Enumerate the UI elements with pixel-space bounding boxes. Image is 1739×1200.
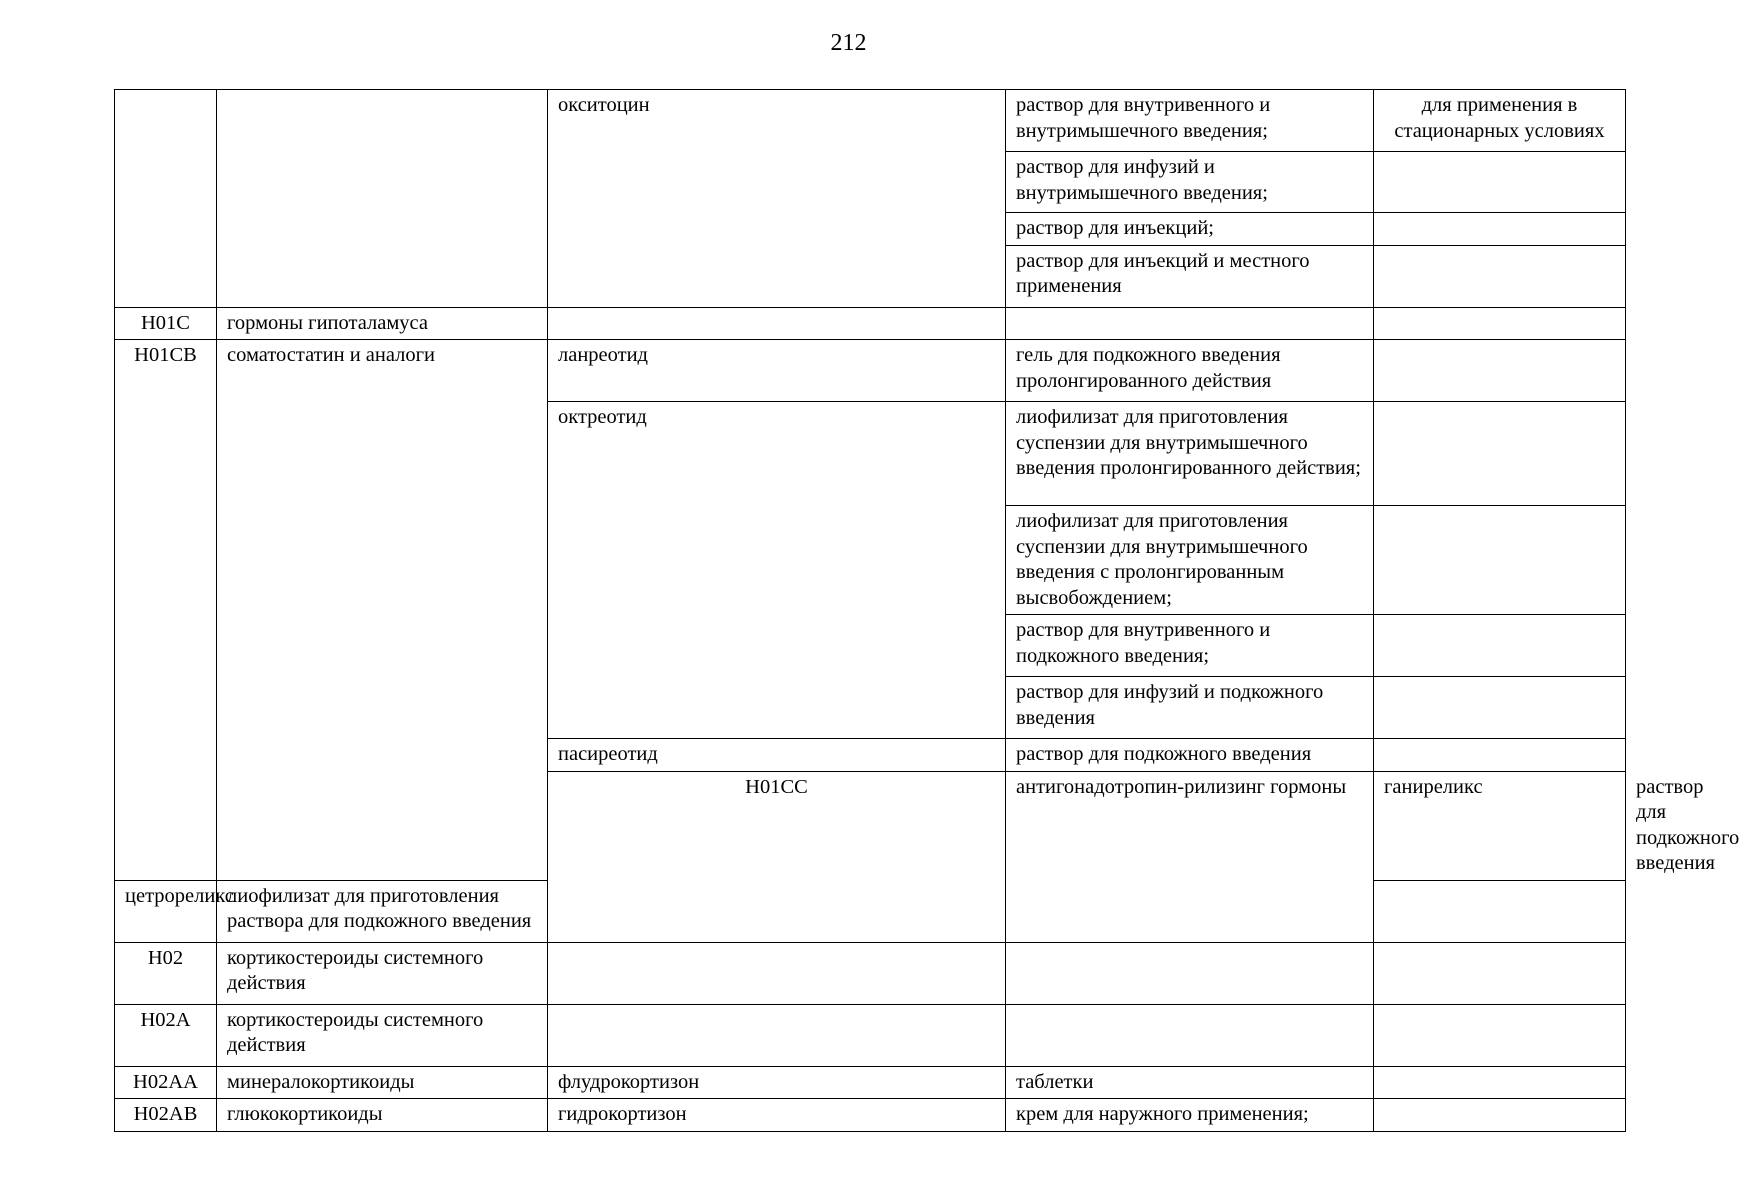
form-cell <box>1006 1004 1374 1066</box>
drug-cell <box>548 1004 1006 1066</box>
group-cell: антигонадотропин-рилизинг гормоны <box>1006 771 1374 942</box>
table-row <box>115 1099 1626 1132</box>
form-cell <box>1006 307 1374 340</box>
drug-cell <box>548 307 1006 340</box>
note-cell: для применения в стационарных условиях <box>1374 90 1626 152</box>
table-row: H01CC антигонадотропин-рилизинг гормоны ганиреликс раствор для подкожного введения <box>115 771 1626 880</box>
note-cell <box>1374 880 1626 942</box>
form-cell: раствор для инъекций и местного применения <box>1006 245 1374 307</box>
drug-cell: цетрореликс <box>115 880 217 942</box>
form-cell: таблетки <box>1006 1066 1374 1099</box>
note-cell <box>1374 1099 1626 1132</box>
table-row <box>115 90 1626 152</box>
note-cell <box>1374 615 1626 677</box>
form-cell: гель для подкожного введения пролонгированного действия <box>1006 340 1374 402</box>
note-cell <box>1374 213 1626 246</box>
table-row <box>115 942 1626 1004</box>
note-cell <box>1374 152 1626 213</box>
code-cell <box>115 90 217 308</box>
group-cell: глюкокортикоиды <box>217 1099 548 1132</box>
table-row <box>115 340 1626 402</box>
drug-cell: пасиреотид <box>548 739 1006 772</box>
group-cell: минералокортикоиды <box>217 1066 548 1099</box>
form-cell: раствор для подкожного введения <box>1006 739 1374 772</box>
form-cell: лиофилизат для приготовления суспензии для внутримышечного введения с пролонгированным высвобождением; <box>1006 506 1374 615</box>
code-cell: H02AA <box>115 1066 217 1099</box>
form-cell: крем для наружного применения; <box>1006 1099 1374 1132</box>
note-cell <box>1374 506 1626 615</box>
drug-list-table <box>114 89 1739 1132</box>
note-cell <box>1374 942 1626 1004</box>
form-cell: раствор для инфузий и внутримышечного введения; <box>1006 152 1374 213</box>
drug-cell: гидрокортизон <box>548 1099 1006 1132</box>
code-cell: H01CC <box>548 771 1006 942</box>
drug-cell: октреотид <box>548 402 1006 739</box>
note-cell <box>1374 739 1626 772</box>
code-cell: H02A <box>115 1004 217 1066</box>
drug-cell: ганиреликс <box>1374 771 1626 880</box>
form-cell: раствор для инъекций; <box>1006 213 1374 246</box>
code-cell: H01C <box>115 307 217 340</box>
form-cell: раствор для внутривенного и внутримышечного введения; <box>1006 90 1374 152</box>
note-cell <box>1374 1004 1626 1066</box>
code-cell: H02 <box>115 942 217 1004</box>
note-cell <box>1374 340 1626 402</box>
form-cell: лиофилизат для приготовления суспензии для внутримышечного введения пролонгированного действия; <box>1006 402 1374 506</box>
drug-cell: окситоцин <box>548 90 1006 308</box>
code-cell: H01CB <box>115 340 217 881</box>
drug-cell: флудрокортизон <box>548 1066 1006 1099</box>
note-cell <box>1374 1066 1626 1099</box>
note-cell <box>1374 307 1626 340</box>
code-cell: H02AB <box>115 1099 217 1132</box>
form-cell: раствор для внутривенного и подкожного введения; <box>1006 615 1374 677</box>
drug-cell: ланреотид <box>548 340 1006 402</box>
table-row <box>115 1004 1626 1066</box>
group-cell <box>217 90 548 308</box>
note-cell <box>1374 402 1626 506</box>
drug-cell <box>548 942 1006 1004</box>
form-cell: лиофилизат для приготовления раствора для подкожного введения <box>217 880 548 942</box>
form-cell: раствор для инфузий и подкожного введения <box>1006 677 1374 739</box>
note-cell <box>1374 677 1626 739</box>
table-row <box>115 1066 1626 1099</box>
group-cell: кортикостероиды системного действия <box>217 1004 548 1066</box>
page-number: 212 <box>830 30 867 56</box>
table-row <box>115 307 1626 340</box>
group-cell: гормоны гипоталамуса <box>217 307 548 340</box>
note-cell <box>1374 245 1626 307</box>
group-cell: кортикостероиды системного действия <box>217 942 548 1004</box>
form-cell <box>1006 942 1374 1004</box>
group-cell: соматостатин и аналоги <box>217 340 548 881</box>
